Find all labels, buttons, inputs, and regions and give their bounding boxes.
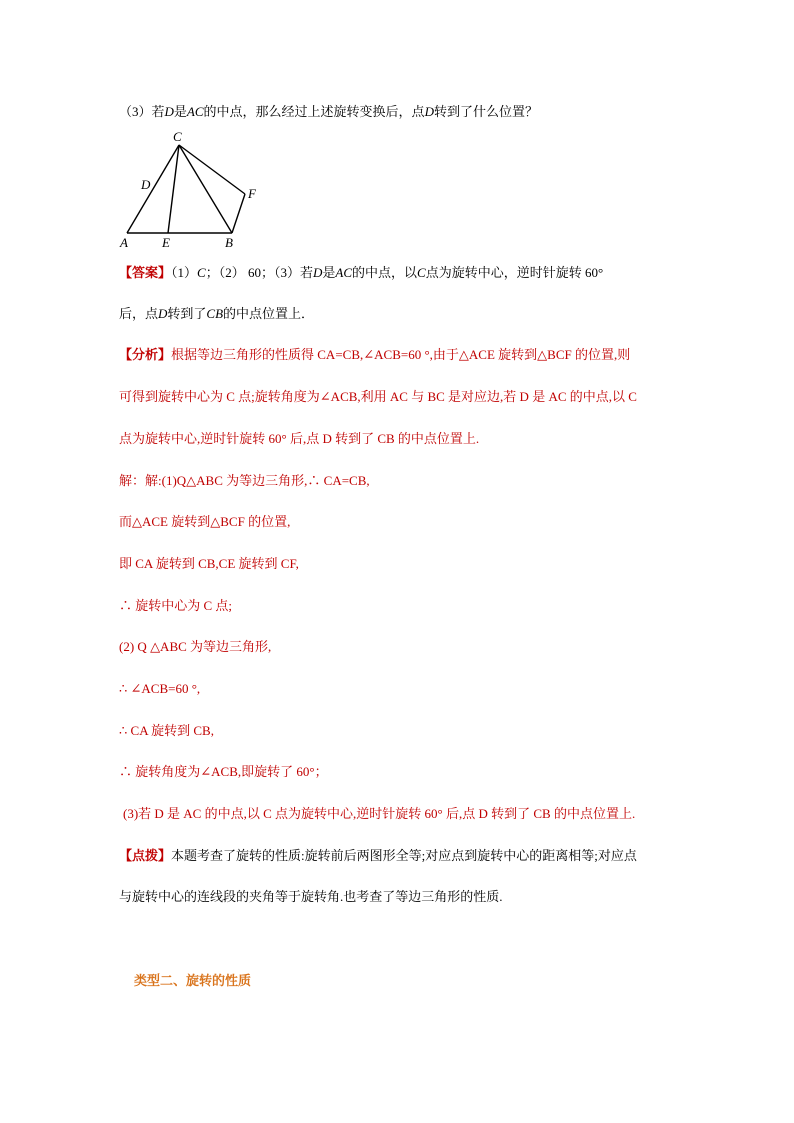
analysis-line-1: 【分析】根据等边三角形的性质得 CA=CB,∠ACB=60 °,由于△ACE 旋转到△BCF 的位置,则 (119, 347, 631, 362)
label-F: F (248, 186, 256, 201)
label-D: D (141, 177, 151, 192)
solution-line-8: ∴ 旋转角度为∠ACB,即旋转了 60°； (119, 764, 328, 779)
label-B: B (225, 235, 233, 250)
segment-AC (127, 145, 179, 233)
solution-line-6: ∴ ∠ACB=60 °, (119, 681, 201, 696)
geometry-figure (112, 126, 272, 252)
solution-line-9: (3)若 D 是 AC 的中点,以 C 点为旋转中心,逆时针旋转 60° 后,点 D 转到了 CB 的中点位置上. (123, 806, 636, 821)
label-A: A (120, 235, 128, 250)
remark-line-1: 【点拨】本题考查了旋转的性质:旋转前后两图形全等;对应点到旋转中心的距离相等;对应点 (119, 848, 637, 863)
since-symbol: Q (176, 473, 187, 488)
analysis-line-3: 点为旋转中心,逆时针旋转 60° 后,点 D 转到了 CB 的中点位置上. (119, 431, 480, 446)
since-symbol-2: Q (137, 639, 147, 654)
segment-CF (179, 145, 245, 194)
solution-line-7: ∴ CA 旋转到 CB, (119, 723, 214, 738)
analysis-line-2: 可得到旋转中心为 C 点;旋转角度为∠ACB,利用 AC 与 BC 是对应边,若 D 是 AC 的中点,以 C (119, 389, 637, 404)
label-C: C (173, 129, 182, 144)
label-E: E (162, 235, 170, 250)
analysis-tag: 【分析】 (119, 347, 172, 362)
segment-FB (232, 194, 245, 233)
answer-line-1: 【答案】（1）C；（2） 60；（3）若D是AC的中点，以C点为旋转中心，逆时针旋转 60° (119, 265, 604, 280)
section-title: 类型二、旋转的性质 (134, 973, 252, 988)
segment-CE (168, 145, 179, 233)
answer-tag: 【答案】 (119, 265, 172, 280)
solution-line-2: 而△ACE 旋转到△BCF 的位置, (119, 514, 291, 529)
solution-line-3: 即 CA 旋转到 CB,CE 旋转到 CF, (119, 556, 299, 571)
remark-tag: 【点拨】 (119, 848, 172, 863)
question-line: （3）若D是AC的中点，那么经过上述旋转变换后，点D转到了什么位置？ (119, 104, 538, 119)
segment-CB (179, 145, 232, 233)
remark-line-2: 与旋转中心的连线段的夹角等于旋转角.也考查了等边三角形的性质. (119, 889, 503, 904)
answer-line-2: 后，点D转到了CB的中点位置上． (119, 306, 315, 321)
solution-line-5: (2) Q △ABC 为等边三角形, (119, 639, 272, 654)
solution-line-4: ∴ 旋转中心为 C 点; (119, 598, 233, 613)
solution-line-1: 解：解:(1)Q△ABC 为等边三角形,∴ CA=CB, (119, 473, 370, 488)
